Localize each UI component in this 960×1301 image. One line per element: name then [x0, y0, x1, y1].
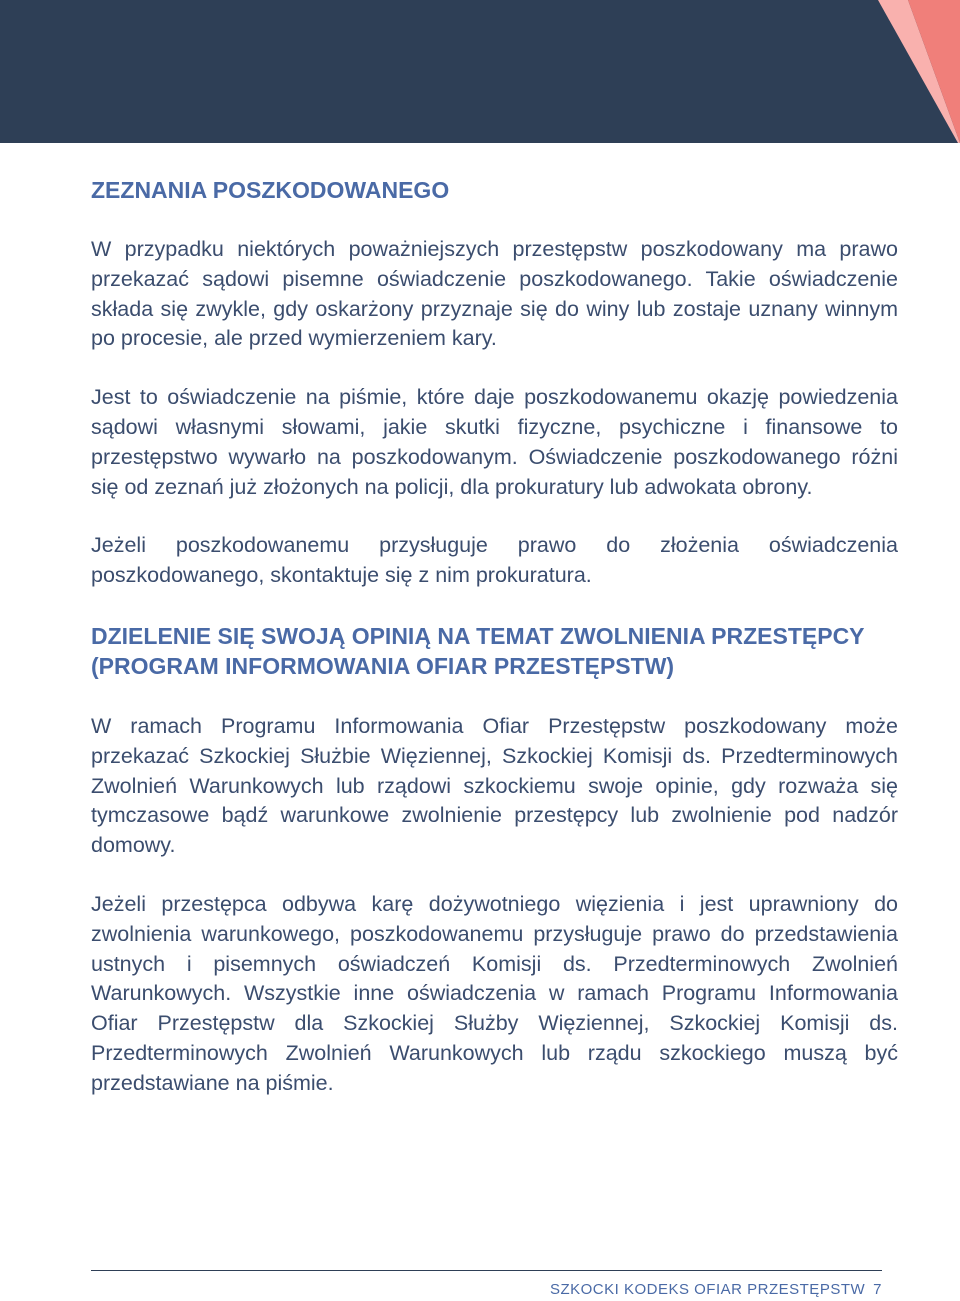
- footer-divider: [91, 1270, 882, 1271]
- section-heading-line: (PROGRAM INFORMOWANIA OFIAR PRZESTĘPSTW): [91, 652, 675, 679]
- paragraph: Jest to oświadczenie na piśmie, które daje poszkodowanemu okazję powiedzenia sądowi własnymi słowami, jakie skutki fizyczne, psychiczne i finansowe to przestępstwo wywarło na poszkodowanym. Oświadczenie poszkodowanego różni się od zeznań już złożonych na policji, dla prokuratury lub adwokata obrony.: [91, 385, 898, 499]
- section-heading-line: DZIELENIE SIĘ SWOJĄ OPINIĄ NA TEMAT ZWOLNIENIA PRZESTĘPCY: [91, 622, 865, 649]
- paragraph: Jeżeli przestępca odbywa karę dożywotniego więzienia i jest uprawniony do zwolnienia warunkowego, poszkodowanemu przysługuje prawo do przedstawienia ustnych i pisemnych oświadczeń Komisji ds. Przedterminowych Zwolnień Warunkowych. Wszystkie inne oświadczenia w ramach Programu Informowania Ofiar Przestępstw dla Szkockiej Służby Więziennej, Szkockiej Komisji ds. Przedterminowych Zwolnień Warunkowych lub rządu szkockiego muszą być przedstawiane na piśmie.: [91, 891, 898, 1095]
- paragraph: W ramach Programu Informowania Ofiar Przestępstw poszkodowany może przekazać Szkockiej Służbie Więziennej, Szkockiej Komisji ds. Przedterminowych Zwolnień Warunkowych lub rządowi szkockiemu swoje opinie, gdy rozważa się tymczasowe bądź warunkowe zwolnienie przestępcy lub zwolnienie pod nadzór domowy.: [91, 713, 898, 858]
- header-accent-stripes: [0, 0, 960, 143]
- footer-title: SZKOCKI KODEKS OFIAR PRZESTĘPSTW: [549, 1281, 866, 1298]
- section-heading-offender-release: [91, 621, 898, 681]
- paragraph: Jeżeli poszkodowanemu przysługuje prawo do złożenia oświadczenia poszkodowanego, skontaktuje się z nim prokuratura.: [91, 533, 898, 588]
- footer: [550, 1281, 882, 1299]
- page-number: 7: [873, 1281, 882, 1298]
- section-heading-victim-statement: ZEZNANIA POSZKODOWANEGO: [91, 177, 450, 203]
- paragraph: W przypadku niektórych poważniejszych przestępstw poszkodowany ma prawo przekazać sądowi pisemne oświadczenie poszkodowanego. Takie oświadczenie składa się zwykle, gdy oskarżony przyznaje się do winy lub zostaje uznany winnym po procesie, ale przed wymierzeniem kary.: [91, 237, 898, 351]
- page-content: [91, 175, 898, 1099]
